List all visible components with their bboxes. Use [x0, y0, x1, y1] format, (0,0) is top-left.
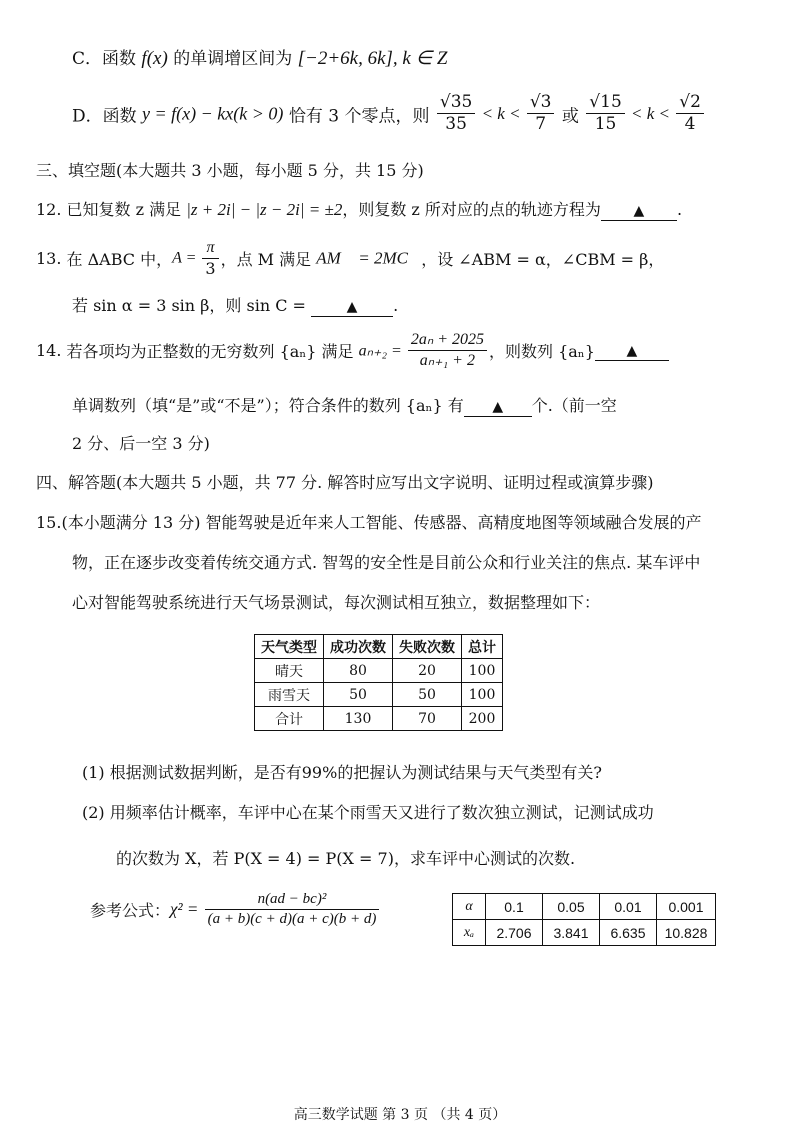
question-14: 14. 若各项均为正整数的无穷数列 {aₙ} 满足 aₙ₊₂ = $\frac{\text{2aₙ + 2025}}{\text{aₙ₊₁ + 2}}$ ，则数列 {aₙ} ▲: [36, 330, 669, 371]
table-row: [255, 659, 503, 683]
fraction: $\frac{√2}{4}$: [676, 92, 704, 136]
sub-question-1: (1) 根据测试数据判断，是否有99%的把握认为测试结果与天气类型有关?: [82, 763, 602, 782]
table-header: 总计: [462, 635, 503, 659]
table-cell: 70: [393, 707, 462, 731]
question-14-line-3: 2 分、后一空 3 分): [72, 434, 210, 453]
question-13-line-2: 若 sin α = 3 sin β，则 sin C = ▲ .: [72, 296, 399, 315]
question-13: 13. 在 ΔABC 中，A = $\frac{\pi}{3}$ ，点 M 满足 AM⃗ = 2MC⃗，设 ∠ABM = α，∠CBM = β，: [36, 239, 665, 278]
fraction: $\frac{√35}{35}$: [437, 92, 475, 136]
question-12: 12. 已知复数 z 满足 |z + 2i| − |z − 2i| = ±2，则复数 z 所对应的点的轨迹方程为 ▲ .: [36, 200, 683, 219]
answer-blank: [595, 340, 669, 361]
table-cell: 0.1: [486, 894, 543, 920]
table-cell: 2.706: [486, 920, 543, 946]
section-4-title: 四、解答题(本大题共 5 小题，共 77 分. 解答时应写出文字说明、证明过程或演算步骤): [36, 473, 654, 492]
reference-formula: 参考公式：χ² = $\frac{\text{n(ad − bc)²}}{(a + b)(c + d)(a + c)(b + d)}$: [90, 890, 381, 929]
answer-blank: [311, 296, 393, 317]
table-cell: 6.635: [600, 920, 657, 946]
table-cell: 3.841: [543, 920, 600, 946]
table-header: 成功次数: [324, 635, 393, 659]
option-c: C．函数 f(x) 的单调增区间为 [−2+6k, 6k], k ∈ Z: [72, 48, 448, 69]
table-cell: 10.828: [657, 920, 716, 946]
critical-value-table: [452, 893, 716, 946]
table-cell: 100: [462, 659, 503, 683]
table-header-row: [255, 635, 503, 659]
question-14-line-2: 单调数列（填“是”或“不是”）；符合条件的数列 {aₙ} 有 ▲ 个.（前一空: [72, 396, 617, 415]
sub-question-2-line-2: 的次数为 X，若 P(X = 4) = P(X = 7)，求车评中心测试的次数.: [116, 849, 576, 868]
question-15-line-1: 15.(本小题满分 13 分) 智能驾驶是近年来人工智能、传感器、高精度地图等领域融合发展的产: [36, 513, 702, 532]
triangle-icon: ▲: [492, 399, 504, 415]
fraction: $\frac{\text{2aₙ + 2025}}{\text{aₙ₊₁ + 2}}$: [408, 330, 487, 371]
triangle-icon: ▲: [346, 299, 358, 315]
table-cell: 合计: [255, 707, 324, 731]
table-row: [255, 683, 503, 707]
question-15-line-2: 物，正在逐步改变着传统交通方式. 智驾的安全性是目前公众和行业关注的焦点. 某车评中: [72, 553, 701, 572]
fraction: $\frac{√3}{7}$: [527, 92, 555, 136]
table-header: 天气类型: [255, 635, 324, 659]
table-cell: 200: [462, 707, 503, 731]
table-cell: 130: [324, 707, 393, 731]
section-3-title: 三、填空题(本大题共 3 小题，每小题 5 分，共 15 分): [36, 161, 424, 180]
answer-blank: [601, 200, 677, 221]
table-row: [453, 920, 716, 946]
fraction: $\frac{\pi}{3}$: [202, 238, 218, 279]
test-data-table: [254, 634, 503, 731]
table-cell: 0.01: [600, 894, 657, 920]
fraction: $\frac{√15}{15}$: [586, 92, 624, 136]
table-row: [453, 894, 716, 920]
table-cell: 0.001: [657, 894, 716, 920]
answer-blank: [464, 396, 532, 417]
option-d: D．函数 y = f(x) − kx(k > 0) 恰有 3 个零点，则 $\frac{√35}{35}$ < k < $\frac{√3}{7}$ 或 $\frac{√15}{15}$ < k < $\frac{√2}{4}$: [72, 92, 706, 136]
table-cell: 晴天: [255, 659, 324, 683]
page-footer: 高三数学试题 第 3 页 （共 4 页）: [293, 1107, 507, 1123]
table-cell: 0.05: [543, 894, 600, 920]
table-header: 失败次数: [393, 635, 462, 659]
fraction: $\frac{\text{n(ad − bc)²}}{(a + b)(c + d)(a + c)(b + d)}$: [205, 890, 380, 929]
table-cell: 20: [393, 659, 462, 683]
sub-question-2-line-1: (2) 用频率估计概率，车评中心在某个雨雪天又进行了数次独立测试，记测试成功: [82, 803, 654, 822]
triangle-icon: ▲: [626, 343, 638, 360]
table-cell: 50: [393, 683, 462, 707]
triangle-icon: ▲: [633, 203, 645, 219]
table-cell: α: [453, 894, 486, 920]
table-row: [255, 707, 503, 731]
table-cell: 100: [462, 683, 503, 707]
table-cell: 80: [324, 659, 393, 683]
table-cell: 50: [324, 683, 393, 707]
question-15-line-3: 心对智能驾驶系统进行天气场景测试，每次测试相互独立，数据整理如下：: [72, 593, 601, 612]
table-cell: xₐ: [453, 920, 486, 946]
table-cell: 雨雪天: [255, 683, 324, 707]
